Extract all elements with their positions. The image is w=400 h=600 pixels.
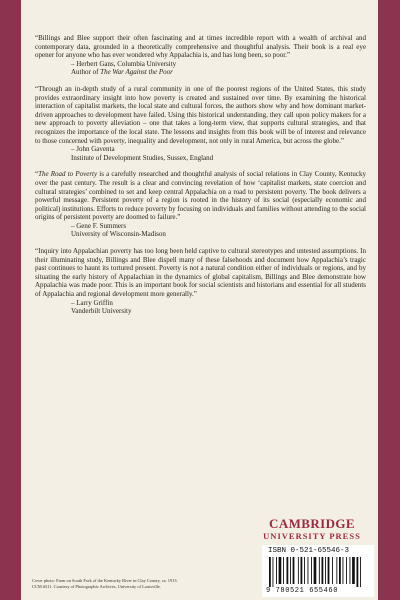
barcode-icon <box>268 557 368 587</box>
attribution-line <box>71 60 366 69</box>
endorsement-list <box>35 34 366 324</box>
endorsement-attribution <box>71 145 366 162</box>
endorsement <box>35 85 366 162</box>
attribution-text: Vanderbilt University <box>71 307 132 316</box>
attribution-line <box>71 154 366 163</box>
attribution-text: – Gene F. Summers <box>71 221 127 230</box>
attribution-text: – Larry Griffin <box>71 298 113 307</box>
publisher-subtitle: UNIVERSITY PRESS <box>263 531 361 541</box>
cover-panel <box>21 0 378 600</box>
quote-text: “ <box>35 170 39 179</box>
isbn-label: ISBN 0-521-65546-3 <box>268 547 350 555</box>
quote-text: “Billings and Blee support their often fascinating and at times incredible report with a wealth of archival and contemporary data, grounded in a theoretically comprehensive and thoughtful analysis. Their book is a real eye opener for anyone who has ever wondered why Appalachia is, and has long been, so poor.” <box>35 34 366 60</box>
attribution-text: University of Wisconsin-Madison <box>71 230 166 239</box>
quote-text: “Through an in-depth study of a rural community in one of the poorest regions of the United States, this study provides extraordinary insight into how poverty is created and sustained over time. By examining the historical interaction of capitalist markets, the local state and cultural forces, the authors show why and how dominant market-driven approaches to development have failed. Using this historical understanding, they call upon policy makers for a new approach to poverty alleviation – one that takes a long-term view, that supports cultural strategies, and that recognizes the importance of the local state. The lessons and insights from this book will be of interest and relevance to those concerned with poverty, inequality and development, not only in rural America, but across the globe.” <box>35 84 366 145</box>
barcode-panel <box>262 545 374 597</box>
endorsement-quote <box>35 247 366 299</box>
endorsement-attribution <box>71 222 366 239</box>
endorsement <box>35 247 366 316</box>
quote-text: The Road to Poverty <box>38 170 98 179</box>
quote-text: “Inquiry into Appalachian poverty has too long been held captive to cultural stereotypes and untested assumptions. In their illuminating study, Billings and Blee dispell many of these falsehoods and document how Appalachia’s tragic past continues to haunt its tortured present. Poverty is not a natural condition either of individuals or regions, and by situating the early history of Appalachian in the dynamics of global capitalism, Billings and Blee demonstrate how Appalachia was made poor. This is an important book for social scientists and historians and essential for all students of Appalachia and regional development more generally.” <box>35 247 366 299</box>
endorsement-quote <box>35 85 366 145</box>
endorsement-quote <box>35 34 366 60</box>
attribution-text: – Herbert Gans, Columbia University <box>71 59 177 68</box>
barcode-number: 9 780521 655460 <box>266 587 339 595</box>
attribution-line <box>71 222 366 231</box>
attribution-line <box>71 307 366 316</box>
quote-text: is a carefully researched and thoughtful analysis of social relations in Clay County, Kentucky over the past century. The result is a clear and convincing revelation of how ‘capitalist markets, state coercion and cultural strategies’ combined to set and keep central Appalachia on a road to persistent poverty. The book delivers a powerful message. Persistent poverty of a region is rooted in the history of its social (especially economic and political) institutions. Efforts to reduce poverty by focusing on individuals and families without attending to the social origins of persistent poverty are doomed to failure.” <box>35 170 366 222</box>
attribution-line <box>71 145 366 154</box>
publisher-name: CAMBRIDGE <box>269 516 355 531</box>
attribution-text: The War Against the Poor <box>100 68 173 77</box>
endorsement-quote <box>35 170 366 222</box>
attribution-text: – John Gaventa <box>71 145 115 154</box>
attribution-line <box>71 68 366 77</box>
attribution-text: Institute of Development Studies, Sussex, England <box>71 153 214 162</box>
endorsement-attribution <box>71 299 366 316</box>
publisher-logo <box>250 517 374 541</box>
endorsement <box>35 34 366 77</box>
cover-photo-credit: Cover photo: Farm on South Fork of the Kentucky River in Clay County, ca. 1913. CCM #311. Courtesy of Photographic Archives, University of Louisville. <box>32 578 178 589</box>
endorsement-attribution <box>71 60 366 77</box>
attribution-line <box>71 299 366 308</box>
attribution-line <box>71 230 366 239</box>
endorsement <box>35 170 366 239</box>
attribution-text: Author of <box>71 68 101 77</box>
